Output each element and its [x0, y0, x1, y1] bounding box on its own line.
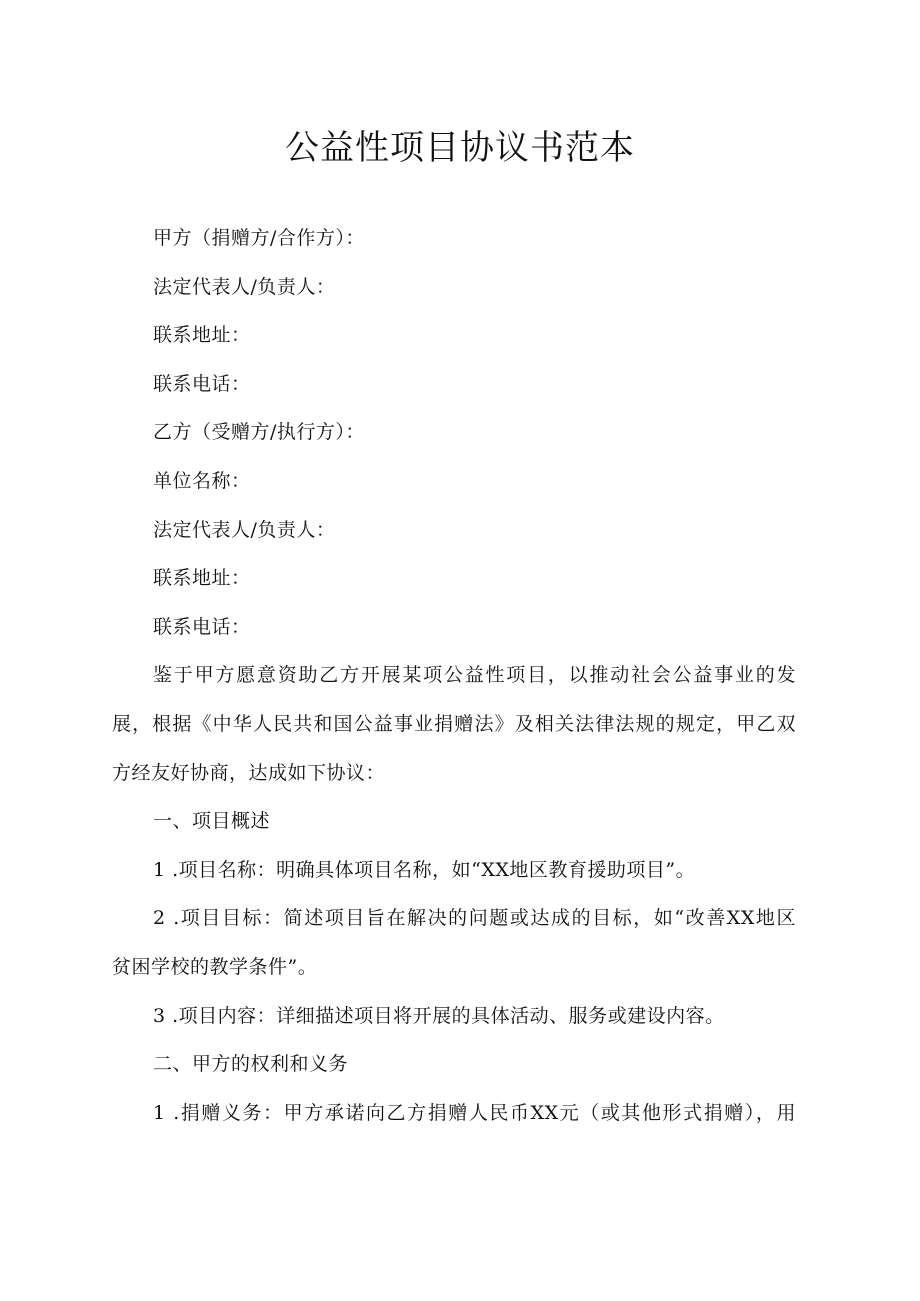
- section-1-heading: 一、项目概述: [153, 810, 271, 833]
- party-a-heading: 甲方（捐赠方/合作方）：: [153, 227, 365, 249]
- party-b-heading: 乙方（受赠方/执行方）：: [153, 421, 365, 444]
- party-a-address: 联系地址：: [153, 324, 251, 347]
- section-1-item-2-line-1: 2 .项目目标：简述项目旨在解决的问题或达成的目标，如“改善XX地区: [153, 907, 796, 930]
- party-a-phone: 联系电话：: [153, 372, 251, 395]
- preamble-line-1: 鉴于甲方愿意资助乙方开展某项公益性项目，以推动社会公益事业的发: [153, 664, 796, 687]
- section-1-item-1: 1 .项目名称：明确具体项目名称，如“XX地区教育援助项目”。: [153, 858, 696, 881]
- section-2-heading: 二、甲方的权利和义务: [153, 1053, 349, 1076]
- party-b-unit-name: 单位名称：: [153, 469, 251, 492]
- preamble-line-3: 方经友好协商，达成如下协议：: [112, 761, 386, 784]
- section-2-item-1: 1 .捐赠义务：甲方承诺向乙方捐赠人民币XX元（或其他形式捐赠），用: [153, 1101, 796, 1124]
- party-b-legal-rep: 法定代表人/负责人：: [153, 518, 336, 541]
- party-b-address: 联系地址：: [153, 567, 251, 590]
- preamble-line-2: 展，根据《中华人民共和国公益事业捐赠法》及相关法律法规的规定，甲乙双: [112, 712, 796, 735]
- document-body: [112, 214, 796, 1137]
- document-title: 公益性项目协议书范本: [285, 128, 635, 168]
- section-1-item-2-line-2: 贫困学校的教学条件”。: [112, 955, 318, 978]
- section-1-item-3: 3 .项目内容：详细描述项目将开展的具体活动、服务或建设内容。: [153, 1004, 725, 1027]
- party-b-phone: 联系电话：: [153, 615, 251, 638]
- party-a-legal-rep: 法定代表人/负责人：: [153, 275, 336, 298]
